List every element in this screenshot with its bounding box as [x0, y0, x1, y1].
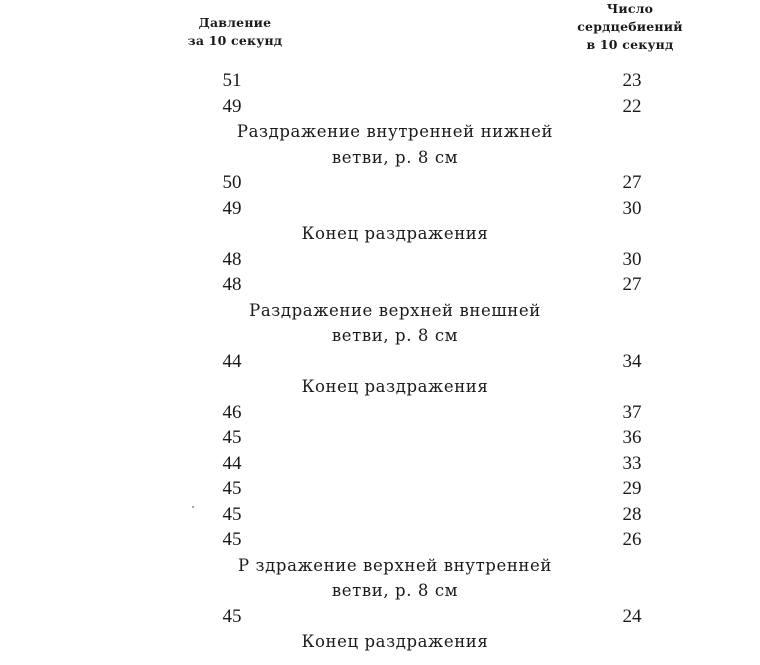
- pressure-value: 45: [222, 478, 242, 499]
- heartbeat-value: 29: [622, 478, 642, 499]
- stimulation-note: [0, 221, 760, 247]
- pressure-value: 50: [222, 172, 242, 193]
- stimulation-note-line: ветви, р. 8 см: [331, 581, 459, 600]
- pressure-header-line-2: за 10 секунд: [187, 33, 283, 48]
- stimulation-note: [0, 374, 760, 400]
- pressure-value: 45: [222, 529, 242, 550]
- table-row: [0, 247, 760, 273]
- pressure-value: 46: [222, 401, 242, 423]
- pressure-value: 49: [222, 95, 242, 117]
- heartbeat-value: 28: [622, 503, 642, 525]
- table-row: [0, 170, 760, 196]
- heartbeat-value: 23: [622, 70, 642, 91]
- heartbeat-value: 27: [622, 172, 642, 193]
- table-row: [0, 94, 760, 120]
- pressure-value: 48: [222, 248, 242, 270]
- table-row: [0, 527, 760, 553]
- pressure-value: 51: [222, 70, 242, 91]
- heartbeat-header-line-3: в 10 секунд: [586, 37, 674, 52]
- stimulation-note: [0, 119, 760, 170]
- pressure-header-line-1: Давление: [198, 15, 272, 30]
- heartbeat-value: 24: [622, 605, 642, 627]
- table-row: [0, 349, 760, 375]
- table-row: [0, 604, 760, 630]
- heartbeat-header-line-2: сердцебиений: [577, 19, 683, 34]
- stimulation-note-line: ветви, р. 8 см: [331, 326, 459, 345]
- pressure-value: 45: [222, 605, 242, 627]
- heartbeat-value: 27: [622, 274, 642, 295]
- pressure-value: 45: [222, 427, 242, 448]
- heartbeat-value: 33: [622, 452, 642, 474]
- stimulation-note: [0, 553, 760, 604]
- heartbeat-value: 36: [622, 427, 642, 448]
- pressure-value: 48: [222, 274, 242, 295]
- pressure-column-header: [175, 14, 295, 50]
- heartbeat-value: 22: [622, 95, 642, 117]
- stimulation-note-line: Конец раздражения: [301, 632, 489, 651]
- stimulation-note-line: Раздражение верхней внешней: [249, 300, 541, 320]
- table-row: [0, 400, 760, 426]
- pressure-value: 45: [222, 503, 242, 525]
- stimulation-note-line: ветви, р. 8 см: [331, 147, 459, 167]
- stimulation-note-line: Конец раздражения: [301, 224, 489, 243]
- table-row: [0, 196, 760, 222]
- pressure-value: 49: [222, 197, 242, 219]
- table-row: [0, 68, 760, 94]
- scan-speck: [192, 506, 194, 508]
- heartbeat-header-line-1: Число: [606, 1, 654, 16]
- table-row: [0, 425, 760, 451]
- pressure-value: 44: [222, 350, 242, 372]
- stimulation-note: [0, 298, 760, 349]
- heartbeat-value: 26: [622, 529, 642, 550]
- table-row: [0, 272, 760, 298]
- heartbeat-value: 30: [622, 248, 642, 270]
- stimulation-note-line: Р здражение верхней внутренней: [238, 555, 552, 575]
- measurement-table: [0, 68, 760, 655]
- table-row: [0, 476, 760, 502]
- stimulation-note: [0, 629, 760, 655]
- heartbeat-column-header: [565, 0, 695, 54]
- heartbeat-value: 37: [622, 401, 642, 423]
- table-row: [0, 451, 760, 477]
- heartbeat-value: 30: [622, 197, 642, 219]
- stimulation-note-line: Раздражение внутренней нижней: [236, 122, 554, 141]
- pressure-value: 44: [222, 452, 242, 474]
- table-row: [0, 502, 760, 528]
- stimulation-note-line: Конец раздражения: [301, 377, 489, 396]
- heartbeat-value: 34: [622, 350, 642, 372]
